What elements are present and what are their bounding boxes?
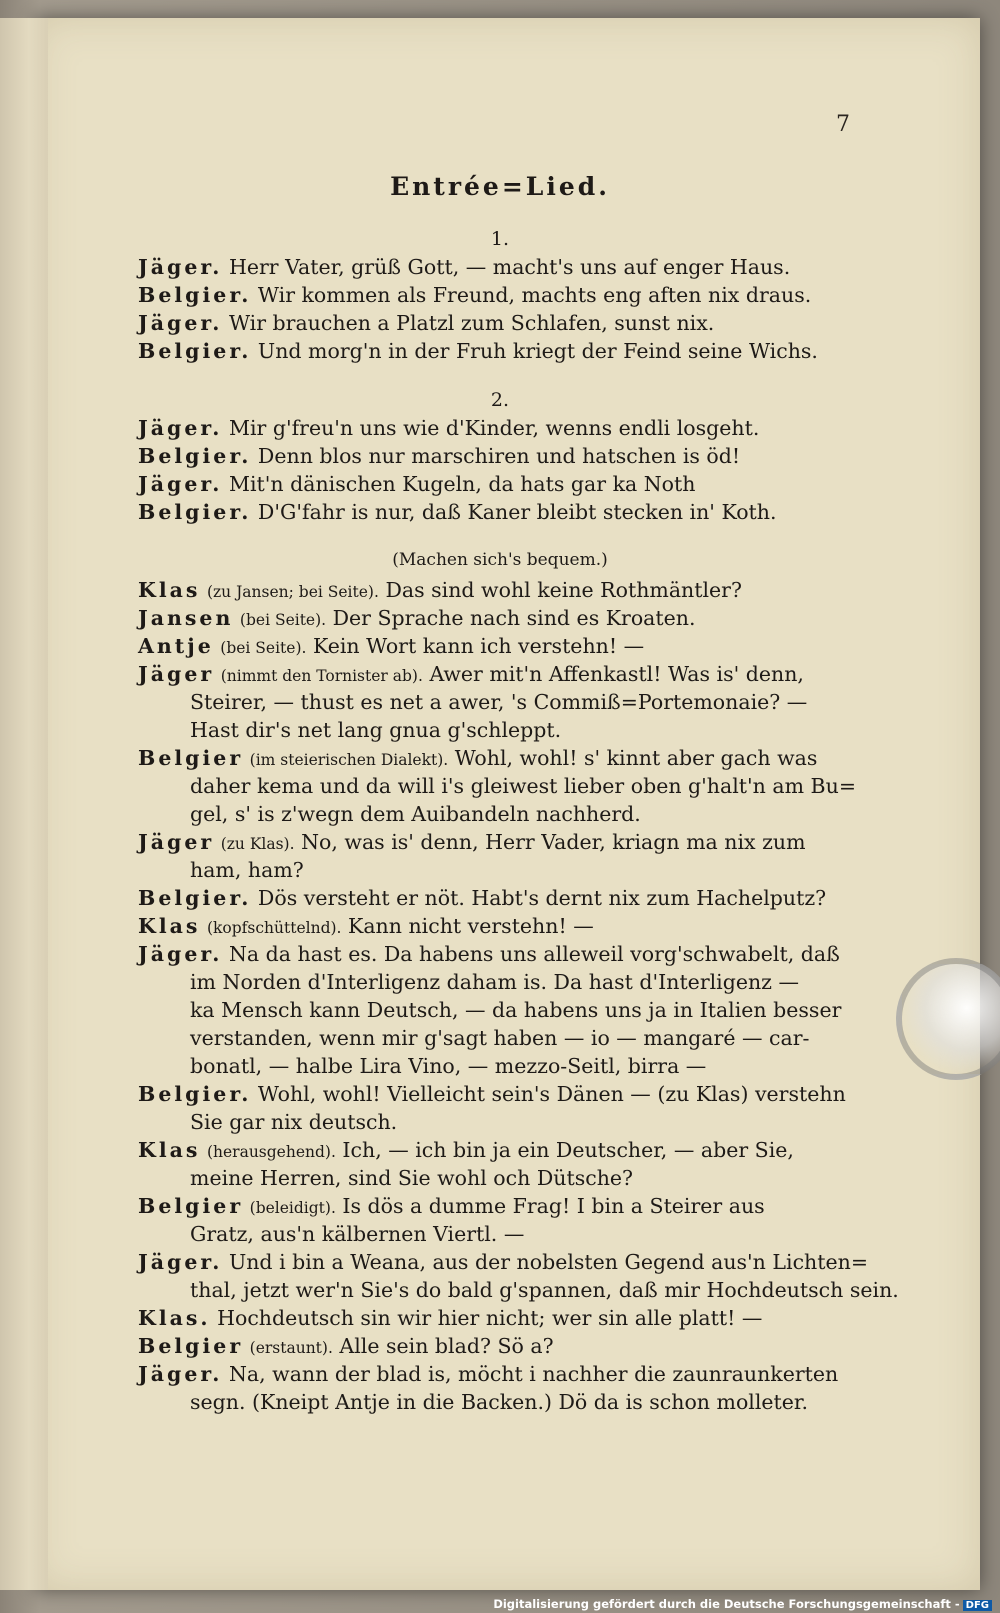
speaker-name: Jäger. [138, 311, 223, 335]
page-title: Entrée=Lied. [390, 172, 610, 201]
speaker-name: Belgier [138, 746, 244, 770]
continuation-line: Steirer, — thust es net a awer, 's Commiß=Portemonaie? — [190, 690, 808, 714]
continuation-line: gel, s' is z'wegn dem Auibandeln nachherd. [190, 802, 641, 826]
continuation-line: verstanden, wenn mir g'sagt haben — io — mangaré — car- [190, 1026, 810, 1050]
line-text: Der Sprache nach sind es Kroaten. [332, 606, 696, 630]
continuation-line: thal, jetzt wer'n Sie's do bald g'spannen, daß mir Hochdeutsch sein. [190, 1278, 899, 1302]
speaker-name: Belgier. [138, 1082, 252, 1106]
line-text: Ich, — ich bin ja ein Deutscher, — aber Sie, [342, 1138, 794, 1162]
book-spine [0, 18, 48, 1590]
stage-direction-inline: (zu Klas). [220, 835, 295, 853]
dialogue-line [138, 1138, 794, 1162]
line-text: Alle sein blad? Sö a? [339, 1334, 554, 1358]
dialogue-line [138, 606, 696, 630]
line-text: Das sind wohl keine Rothmäntler? [385, 578, 742, 602]
line-text: Kann nicht verstehn! — [348, 914, 594, 938]
dialogue-line [138, 886, 826, 910]
stage-direction-inline: (herausgehend). [206, 1143, 336, 1161]
stage-direction-inline: (bei Seite). [239, 611, 327, 629]
speaker-name: Antje [138, 634, 214, 658]
line-text: Wir kommen als Freund, machts eng aften nix draus. [257, 283, 812, 307]
dialogue-line [138, 942, 840, 966]
speaker-name: Belgier [138, 1194, 244, 1218]
speaker-name: Klas [138, 1138, 201, 1162]
dialogue-line [138, 578, 742, 602]
line-text: Awer mit'n Affenkastl! Was is' denn, [429, 662, 804, 686]
dialogue-line [138, 1334, 554, 1358]
line-text: Denn blos nur marschiren und hatschen is öd! [257, 444, 741, 468]
line-text: Und i bin a Weana, aus der nobelsten Gegend aus'n Lichten= [228, 1250, 868, 1274]
speaker-name: Klas [138, 578, 201, 602]
dialogue-line [138, 1362, 838, 1386]
stage-direction-inline: (zu Jansen; bei Seite). [206, 583, 379, 601]
speaker-name: Belgier. [138, 886, 252, 910]
continuation-line: ham, ham? [190, 858, 304, 882]
line-text: Is dös a dumme Frag! I bin a Steirer aus [342, 1194, 765, 1218]
stage-direction-inline: (bei Seite). [220, 639, 307, 657]
footer-text: Digitalisierung gefördert durch die Deutsche Forschungsgemeinschaft - [493, 1597, 960, 1611]
verse-number-2: 2. [490, 389, 510, 411]
dialogue-line [138, 634, 644, 658]
stage-direction-inline: (erstaunt). [249, 1339, 333, 1357]
verse-number-1: 1. [490, 228, 510, 250]
continuation-line: segn. (Kneipt Antje in die Backen.) Dö da is schon molleter. [190, 1390, 808, 1414]
dialogue-line [138, 746, 817, 770]
dialogue-line [138, 830, 806, 854]
speaker-name: Jäger. [138, 1250, 223, 1274]
dialogue-line [138, 914, 594, 938]
line-text: Herr Vater, grüß Gott, — macht's uns auf enger Haus. [228, 255, 791, 279]
continuation-line: Hast dir's net lang gnua g'schleppt. [190, 718, 562, 742]
stage-direction-inline: (beleidigt). [249, 1199, 336, 1217]
continuation-line: im Norden d'Interligenz daham is. Da hast d'Interligenz — [190, 970, 800, 994]
continuation-line: meine Herren, sind Sie wohl och Dütsche? [190, 1166, 634, 1190]
line-text: Na, wann der blad is, möcht i nachher die zaunraunkerten [228, 1362, 839, 1386]
dialogue-line [138, 444, 740, 468]
line-text: Wohl, wohl! Vielleicht sein's Dänen — (zu Klas) verstehn [257, 1082, 846, 1106]
stage-direction: (Machen sich's bequem.) [392, 550, 608, 570]
speaker-name: Belgier. [138, 444, 252, 468]
dialogue-line [138, 472, 695, 496]
dialogue-line [138, 311, 714, 335]
dialogue-line [138, 1306, 762, 1330]
line-text: Wohl, wohl! s' kinnt aber gach was [454, 746, 818, 770]
stage-direction-inline: (im steierischen Dialekt). [249, 751, 449, 769]
continuation-line: bonatl, — halbe Lira Vino, — mezzo-Seitl, birra — [190, 1054, 707, 1078]
speaker-name: Jäger. [138, 472, 223, 496]
dialogue-line [138, 255, 790, 279]
digitization-footer [493, 1597, 992, 1611]
line-text: Kein Wort kann ich verstehn! — [312, 634, 645, 658]
line-text: Na da hast es. Da habens uns alleweil vorg'schwabelt, daß [228, 942, 840, 966]
continuation-line: Sie gar nix deutsch. [190, 1110, 398, 1134]
speaker-name: Jäger. [138, 1362, 223, 1386]
stage-direction-inline: (nimmt den Tornister ab). [220, 667, 423, 685]
dialogue-line [138, 283, 811, 307]
speaker-name: Klas. [138, 1306, 211, 1330]
speaker-name: Jäger. [138, 942, 223, 966]
line-text: D'G'fahr is nur, daß Kaner bleibt stecken in' Koth. [257, 500, 777, 524]
dialogue-line [138, 662, 804, 686]
speaker-name: Belgier. [138, 339, 252, 363]
speaker-name: Jäger. [138, 255, 223, 279]
dfg-logo: DFG [963, 1600, 992, 1611]
speaker-name: Jäger [138, 830, 215, 854]
line-text: Mit'n dänischen Kugeln, da hats gar ka Noth [228, 472, 696, 496]
continuation-line: ka Mensch kann Deutsch, — da habens uns ja in Italien besser [190, 998, 842, 1022]
speaker-name: Belgier [138, 1334, 244, 1358]
line-text: Hochdeutsch sin wir hier nicht; wer sin alle platt! — [217, 1306, 763, 1330]
speaker-name: Klas [138, 914, 201, 938]
line-text: Mir g'freu'n uns wie d'Kinder, wenns endli losgeht. [228, 416, 760, 440]
speaker-name: Jäger [138, 662, 215, 686]
continuation-line: daher kema und da will i's gleiwest lieber oben g'halt'n am Bu= [190, 774, 856, 798]
speaker-name: Belgier. [138, 500, 252, 524]
line-text: Dös versteht er nöt. Habt's dernt nix zum Hachelputz? [257, 886, 827, 910]
dialogue-line [138, 416, 759, 440]
dialogue-line [138, 1194, 765, 1218]
continuation-line: Gratz, aus'n kälbernen Viertl. — [190, 1222, 525, 1246]
line-text: No, was is' denn, Herr Vader, kriagn ma nix zum [301, 830, 806, 854]
speaker-name: Jäger. [138, 416, 223, 440]
page-number: 7 [836, 112, 850, 137]
dialogue-line [138, 500, 777, 524]
speaker-name: Jansen [138, 606, 234, 630]
dialogue-line [138, 1250, 868, 1274]
stage-direction-inline: (kopfschüttelnd). [206, 919, 342, 937]
line-text: Und morg'n in der Fruh kriegt der Feind seine Wichs. [257, 339, 818, 363]
speaker-name: Belgier. [138, 283, 252, 307]
dialogue-line [138, 1082, 846, 1106]
dialogue-line [138, 339, 818, 363]
line-text: Wir brauchen a Platzl zum Schlafen, sunst nix. [228, 311, 715, 335]
